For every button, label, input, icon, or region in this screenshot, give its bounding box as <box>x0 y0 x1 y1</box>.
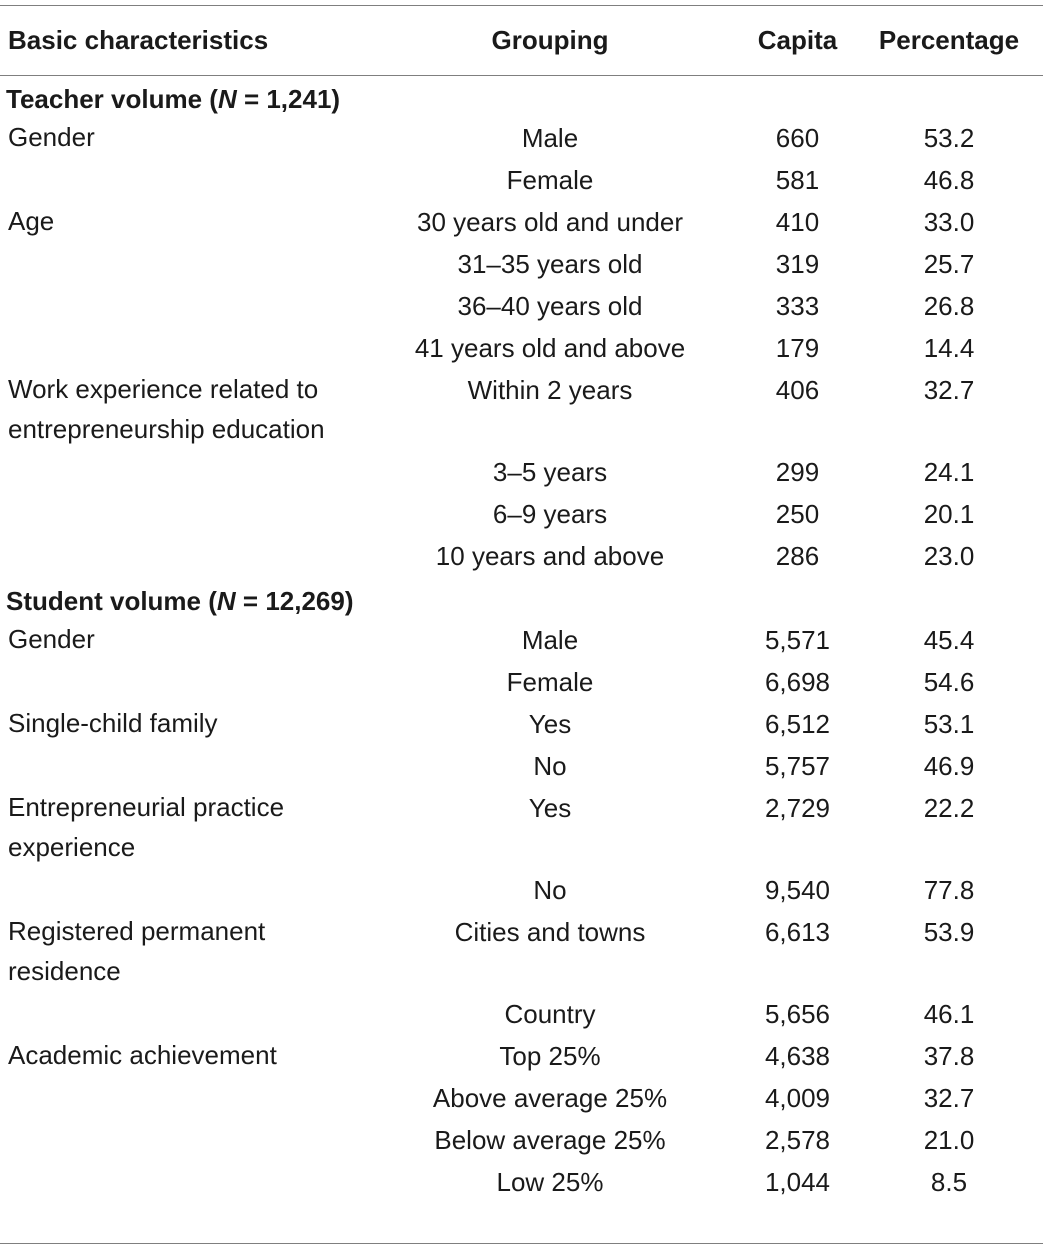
cell-capita: 2,578 <box>764 1125 831 1155</box>
cell-characteristic: Gender <box>8 624 95 654</box>
cell-percentage: 77.8 <box>923 875 975 905</box>
cell-characteristic: Entrepreneurial practice experience <box>8 792 285 862</box>
table-body <box>0 75 1043 1203</box>
cell-grouping: 6–9 years <box>492 499 608 529</box>
table-row <box>0 661 1043 703</box>
cell-capita: 1,044 <box>764 1167 831 1197</box>
cell-characteristic <box>0 661 360 703</box>
cell-grouping: No <box>533 751 567 781</box>
cell-capita: 410 <box>775 207 820 237</box>
table-row <box>0 787 1043 869</box>
cell-capita: 5,656 <box>764 999 831 1029</box>
cell-percentage: 21.0 <box>923 1125 975 1155</box>
table-row <box>0 869 1043 911</box>
cell-capita: 250 <box>775 499 820 529</box>
cell-grouping: Top 25% <box>499 1041 601 1071</box>
table-row <box>0 745 1043 787</box>
cell-characteristic <box>0 535 360 577</box>
section-title <box>0 577 1043 619</box>
cell-characteristic <box>0 159 360 201</box>
cell-grouping: 10 years and above <box>435 541 665 571</box>
section-title-prefix: Student volume ( <box>6 586 217 616</box>
table-row <box>0 1119 1043 1161</box>
cell-capita: 581 <box>775 165 820 195</box>
cell-characteristic <box>0 869 360 911</box>
table-row <box>0 243 1043 285</box>
table-row <box>0 535 1043 577</box>
cell-percentage: 32.7 <box>923 375 975 405</box>
cell-grouping: 31–35 years old <box>457 249 643 279</box>
table-row <box>0 159 1043 201</box>
cell-capita: 660 <box>775 123 820 153</box>
section-row <box>0 75 1043 117</box>
table-row <box>0 327 1043 369</box>
table-row <box>0 703 1043 745</box>
cell-percentage: 53.1 <box>923 709 975 739</box>
cell-grouping: Low 25% <box>496 1167 604 1197</box>
cell-characteristic: Work experience related to entrepreneurship education <box>8 374 325 444</box>
cell-grouping: Female <box>506 165 594 195</box>
table-row <box>0 493 1043 535</box>
cell-capita: 2,729 <box>764 793 831 823</box>
cell-characteristic: Age <box>8 206 55 236</box>
table-row <box>0 201 1043 243</box>
cell-capita: 406 <box>775 375 820 405</box>
cell-capita: 9,540 <box>764 875 831 905</box>
cell-characteristic <box>0 493 360 535</box>
cell-capita: 319 <box>775 249 820 279</box>
cell-percentage: 8.5 <box>930 1167 968 1197</box>
cell-capita: 299 <box>775 457 820 487</box>
cell-percentage: 45.4 <box>923 625 975 655</box>
cell-grouping: Female <box>506 667 594 697</box>
section-row <box>0 577 1043 619</box>
cell-capita: 6,613 <box>764 917 831 947</box>
cell-characteristic <box>0 745 360 787</box>
cell-percentage: 14.4 <box>923 333 975 363</box>
section-title <box>0 75 1043 117</box>
table-row <box>0 285 1043 327</box>
cell-grouping: Country <box>504 999 596 1029</box>
cell-capita: 4,009 <box>764 1083 831 1113</box>
cell-characteristic <box>0 451 360 493</box>
cell-percentage: 32.7 <box>923 1083 975 1113</box>
cell-characteristic: Single-child family <box>8 708 218 738</box>
cell-capita: 333 <box>775 291 820 321</box>
cell-capita: 286 <box>775 541 820 571</box>
cell-grouping: 41 years old and above <box>414 333 686 363</box>
section-title-prefix: Teacher volume ( <box>6 84 218 114</box>
cell-percentage: 37.8 <box>923 1041 975 1071</box>
table-row <box>0 369 1043 451</box>
cell-characteristic <box>0 327 360 369</box>
section-title-suffix: = 1,241) <box>236 84 341 114</box>
cell-percentage: 22.2 <box>923 793 975 823</box>
cell-grouping: Below average 25% <box>434 1125 666 1155</box>
cell-characteristic <box>0 1161 360 1203</box>
cell-characteristic <box>0 993 360 1035</box>
characteristics-table <box>0 6 1043 1203</box>
cell-grouping: 30 years old and under <box>417 207 683 237</box>
cell-percentage: 46.1 <box>923 999 975 1029</box>
cell-characteristic: Academic achievement <box>8 1040 277 1070</box>
table-row <box>0 1161 1043 1203</box>
cell-grouping: Yes <box>528 793 572 823</box>
table-row <box>0 1077 1043 1119</box>
cell-grouping: 36–40 years old <box>457 291 643 321</box>
cell-capita: 6,512 <box>764 709 831 739</box>
cell-grouping: Male <box>521 625 579 655</box>
cell-grouping: Above average 25% <box>432 1083 668 1113</box>
cell-capita: 5,757 <box>764 751 831 781</box>
cell-characteristic <box>0 1119 360 1161</box>
cell-percentage: 53.2 <box>923 123 975 153</box>
section-title-suffix: = 12,269) <box>235 586 354 616</box>
header-characteristics: Basic characteristics <box>8 25 269 55</box>
table-row <box>0 117 1043 159</box>
table-bottom-rule <box>0 1243 1043 1244</box>
cell-grouping: Within 2 years <box>467 375 633 405</box>
cell-characteristic <box>0 285 360 327</box>
cell-capita: 179 <box>775 333 820 363</box>
table-row <box>0 451 1043 493</box>
section-title-n: N <box>216 586 236 616</box>
cell-capita: 5,571 <box>764 625 831 655</box>
cell-percentage: 53.9 <box>923 917 975 947</box>
cell-percentage: 46.9 <box>923 751 975 781</box>
cell-percentage: 20.1 <box>923 499 975 529</box>
cell-characteristic <box>0 1077 360 1119</box>
cell-percentage: 46.8 <box>923 165 975 195</box>
table-row <box>0 911 1043 993</box>
table-row <box>0 1035 1043 1077</box>
cell-characteristic: Gender <box>8 122 95 152</box>
table-header-row <box>0 6 1043 75</box>
cell-grouping: Yes <box>528 709 572 739</box>
header-capita: Capita <box>757 25 838 55</box>
cell-capita: 6,698 <box>764 667 831 697</box>
cell-grouping: Male <box>521 123 579 153</box>
cell-characteristic: Registered permanent residence <box>8 916 266 986</box>
cell-grouping: Cities and towns <box>454 917 646 947</box>
cell-percentage: 26.8 <box>923 291 975 321</box>
header-grouping: Grouping <box>491 25 609 55</box>
cell-percentage: 24.1 <box>923 457 975 487</box>
cell-percentage: 54.6 <box>923 667 975 697</box>
cell-grouping: 3–5 years <box>492 457 608 487</box>
table-row <box>0 993 1043 1035</box>
cell-percentage: 23.0 <box>923 541 975 571</box>
cell-capita: 4,638 <box>764 1041 831 1071</box>
cell-grouping: No <box>533 875 567 905</box>
cell-percentage: 33.0 <box>923 207 975 237</box>
cell-percentage: 25.7 <box>923 249 975 279</box>
section-title-n: N <box>217 84 237 114</box>
table-row <box>0 619 1043 661</box>
cell-characteristic <box>0 243 360 285</box>
header-percentage: Percentage <box>878 25 1020 55</box>
